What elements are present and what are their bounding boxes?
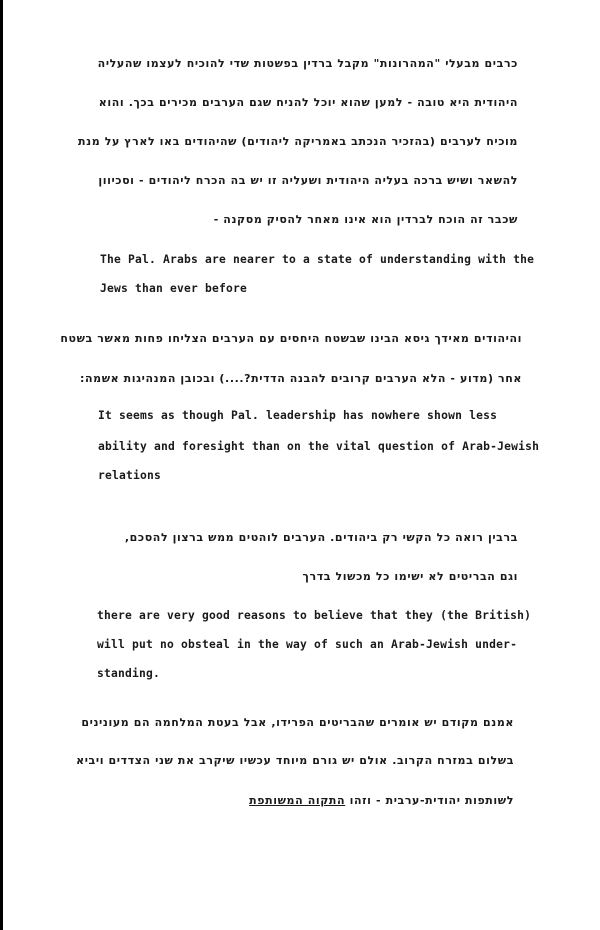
hebrew-line: אמנם מקודם יש אומרים שהבריטים הפרידו, אבל בעטת המלחמה הם מעונינים [81,716,514,729]
hebrew-final-line [249,794,514,807]
english-quote-line: will put no obsteal in the way of such an Arab-Jewish under- [97,638,518,651]
hebrew-line: ברבין רואה כל הקשי רק ביהודים. הערבים לוהטים ממש ברצון להסכם, [124,531,518,544]
english-quote-line: It seems as though Pal. leadership has nowhere shown less [98,409,498,422]
hebrew-line: שכבר זה הוכח לברדין הוא אינו מאחר להסיק מסקנה - [213,213,518,226]
english-quote-line: Jews than ever before [100,282,248,295]
english-quote-line: standing. [97,667,161,680]
english-quote-line: The Pal. Arabs are nearer to a state of understanding with the [100,253,535,266]
underlined-phrase: התקוה המשותפת [249,794,346,807]
hebrew-line: אחר (מדוע - הלא הערבים קרובים להבנה הדדית?....) ובכובן המנהיגות אשמה: [79,372,522,385]
english-quote-line: there are very good reasons to believe that they (the British) [97,609,532,622]
hebrew-line: כרבים מבעלי "המהרונות" מקבל ברדין בפשטות שדי להוכיח לעצמו שהעליה [97,57,518,70]
hebrew-line: היהודית היא טובה - למען שהוא יוכל להניח שגם הערבים מכירים בכך. והוא [98,96,518,109]
final-line-text: לשותפות יהודית-ערבית - וזהו [349,794,514,807]
hebrew-line: והיהודים מאידך גיסא הבינו שבשטח היחסים עם הערבים הצליחו פחות מאשר בשטח [60,332,522,345]
hebrew-line: וגם הבריטים לא ישימו כל מכשול בדרך [302,570,518,583]
hebrew-line: בשלום במזרח הקרוב. אולם יש גורם מיוחד עכשיו שיקרב את שני הצדדים ויביא [76,754,514,767]
english-quote-line: ability and foresight than on the vital question of Arab-Jewish [98,440,540,453]
english-quote-line: relations [98,469,162,482]
hebrew-line: להשאר ושיש ברכה בעליה היהודית ושעליה זו יש בה הכרח ליהודים - וסכיוון [98,174,518,187]
scan-edge [0,0,3,930]
hebrew-line: מוכיח לערבים (בהזכיר הנכתב באמריקה ליהודים) שהיהודים באו לארץ על מנת [78,135,518,148]
